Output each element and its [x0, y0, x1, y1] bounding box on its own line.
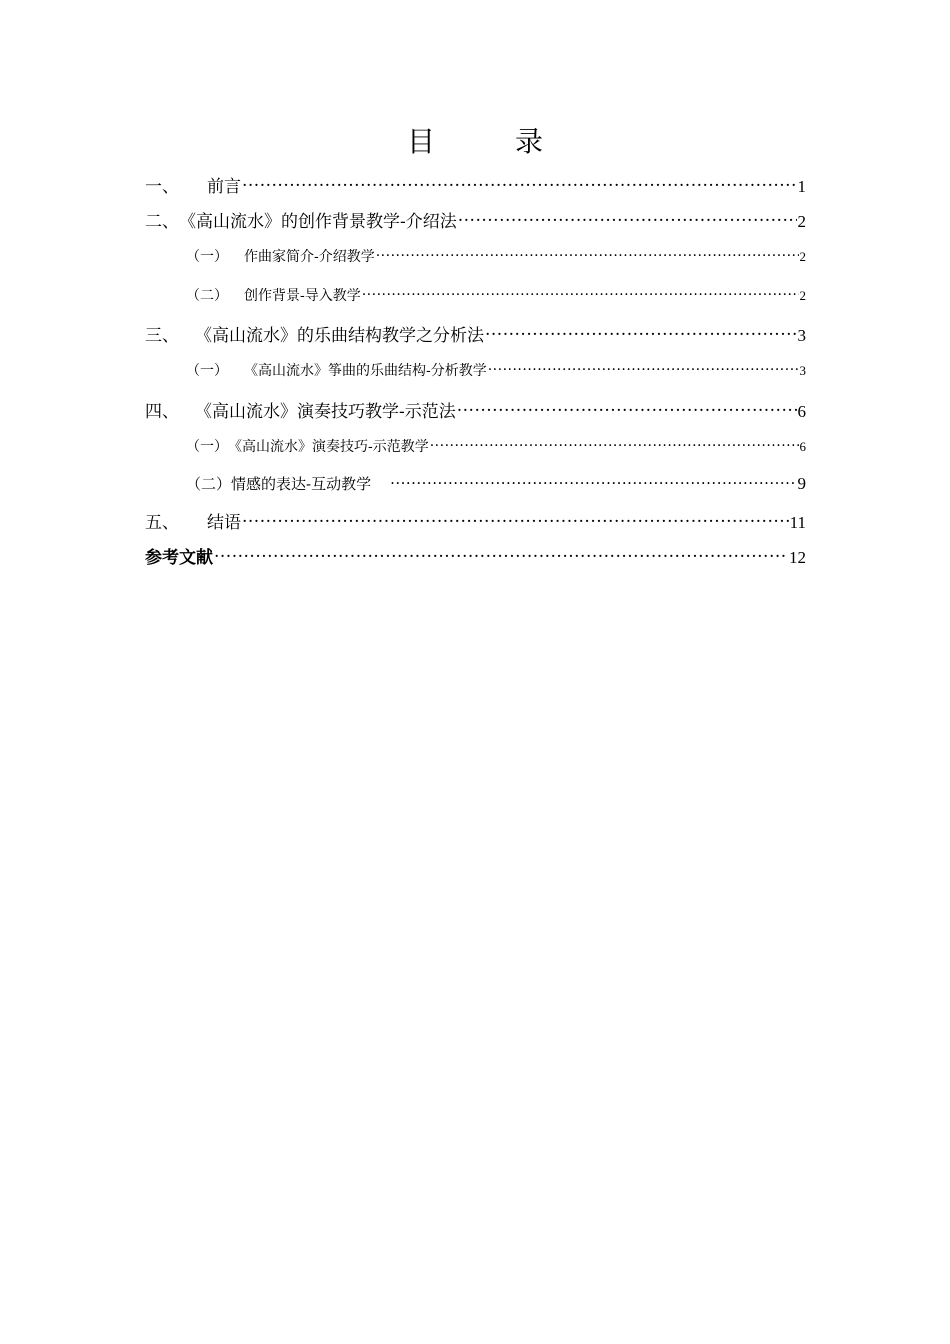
toc-leader-dots: [390, 474, 796, 489]
toc-entry-page: 6: [797, 402, 806, 421]
toc-entry-page: 1: [797, 177, 806, 196]
toc-entry[interactable]: [145, 172, 806, 197]
toc-entry-label: 创作背景-导入教学: [244, 288, 361, 304]
toc-entry-page: 11: [789, 513, 806, 532]
toc-entry-label: 《高山流水》演奏技巧-示范教学: [228, 439, 429, 455]
toc-entry-label: 《高山流水》演奏技巧教学-示范法: [195, 402, 456, 422]
toc-entry-label: 《高山流水》的乐曲结构教学之分析法: [195, 326, 484, 346]
toc-entry[interactable]: [186, 436, 806, 456]
toc-leader-dots: [214, 546, 788, 563]
toc-leader-dots: [458, 210, 797, 227]
toc-entry-number: 一、: [145, 177, 179, 197]
toc-leader-dots: [242, 511, 789, 528]
toc-entry-number: （一）: [186, 249, 228, 265]
toc-entry-label: 《高山流水》筝曲的乐曲结构-分析教学: [244, 363, 487, 379]
toc-entry-page: 3: [799, 363, 806, 378]
toc-entry-page: 3: [797, 326, 806, 345]
toc-leader-dots: [457, 400, 797, 417]
toc-entry-number: 五、: [145, 513, 179, 533]
toc-entry[interactable]: [145, 397, 806, 422]
toc-entry-label: 《高山流水》的创作背景教学-介绍法: [179, 212, 457, 232]
toc-entry-page: 2: [799, 288, 806, 303]
toc-entry[interactable]: [186, 473, 806, 494]
toc-entry-page: 12: [789, 548, 806, 567]
toc-entry-page: 2: [799, 249, 806, 264]
toc-leader-dots: [376, 247, 799, 261]
toc-entry-label: 作曲家简介-介绍教学: [244, 249, 375, 265]
toc-entry-label: （二）情感的表达-互动教学: [186, 475, 372, 493]
toc-entry-number: 二、: [145, 212, 179, 232]
toc-entry-page: 6: [799, 439, 806, 454]
toc-entry-number: （二）: [186, 288, 228, 304]
toc-title: 目 录: [406, 125, 569, 158]
toc-leader-dots: [488, 361, 799, 375]
toc-entry[interactable]: [145, 321, 806, 346]
toc-entry[interactable]: [186, 285, 806, 305]
toc-entry[interactable]: [186, 360, 806, 380]
toc-entry-number: 四、: [145, 402, 179, 422]
toc-leader-dots: [485, 324, 797, 341]
toc-entry-label: 结语: [207, 513, 241, 533]
toc-entry-page: 2: [797, 212, 806, 231]
toc-entry[interactable]: [145, 543, 806, 568]
toc-leader-dots: [430, 437, 799, 451]
toc-leader-dots: [362, 286, 799, 300]
toc-entry-label: 前言: [207, 177, 241, 197]
toc-entry-number: 三、: [145, 326, 179, 346]
toc-entry[interactable]: [145, 508, 806, 533]
toc-leader-dots: [242, 175, 797, 192]
toc-entry-label: 参考文献: [145, 548, 213, 568]
toc-entry-number: （一）: [186, 439, 228, 455]
toc-entry-page: 9: [797, 474, 806, 493]
toc-entry[interactable]: [186, 246, 806, 266]
toc-entry-number: （一）: [186, 363, 228, 379]
toc-entry[interactable]: [145, 207, 806, 232]
